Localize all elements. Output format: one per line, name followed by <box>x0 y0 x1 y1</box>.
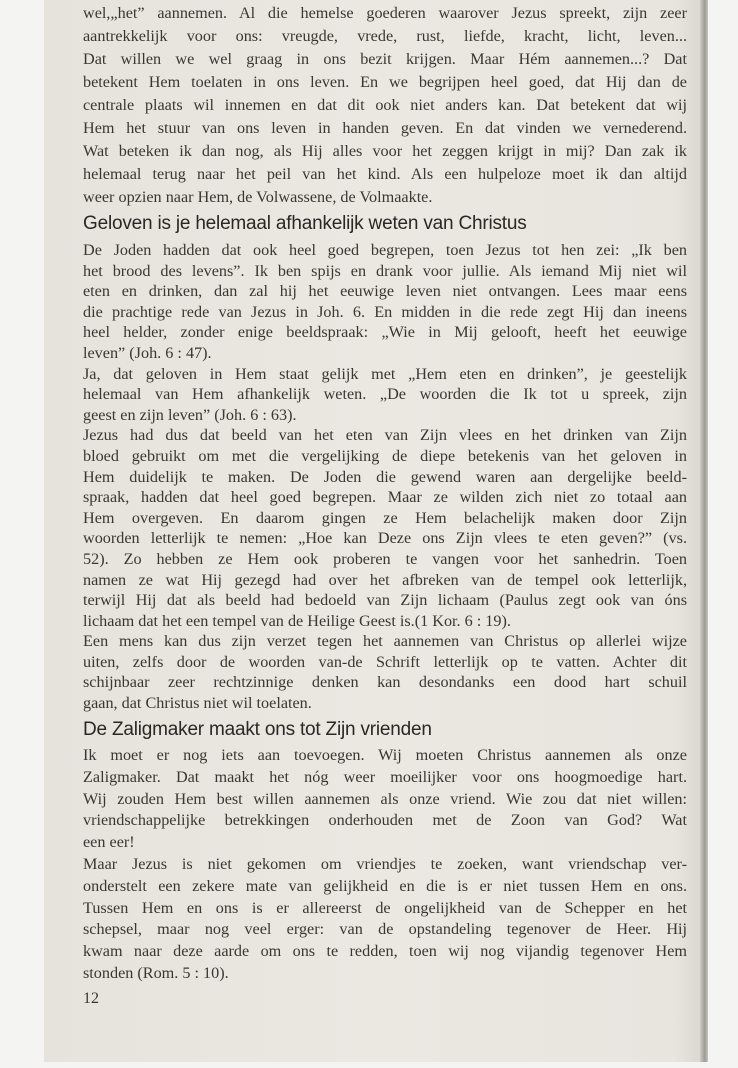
text-line: kwam naar deze aarde om ons te redden, toen wij nog vijandig tegenover Hem <box>83 942 687 961</box>
text-line: leven” (Joh. 6 : 47). <box>83 343 212 362</box>
text-line: het brood des levens”. Ik ben spijs en drank voor jullie. Als iemand Mij niet wil <box>83 261 687 280</box>
page-edge-shadow <box>700 0 708 1062</box>
text-line: Jezus had dus dat beeld van het eten van Zijn vlees en het drinken van Zijn <box>83 426 687 445</box>
text-line: Dat willen we wel graag in ons bezit krijgen. Maar Hém aannemen...? Dat <box>83 50 687 68</box>
text-line: Hem overgeven. En daarom gingen ze Hem belachelijk maken door Zijn <box>83 508 687 527</box>
text-line: centrale plaats wil innemen en dat dit ook niet anders kan. Dat betekent dat wij <box>83 96 687 114</box>
text-line: een eer! <box>83 833 135 852</box>
paragraph-intro <box>83 2 687 209</box>
text-line: schijnbaar zeer rechtzinnige denken kan desondanks een dood hart schuil <box>83 673 687 692</box>
text-line: namen ze wat Hij gezegd had over het afbreken van de tempel ook letterlijk, <box>83 570 687 589</box>
text-line: gaan, dat Christus niet wil toelaten. <box>83 694 312 713</box>
text-line: geest en zijn leven” (Joh. 6 : 63). <box>83 405 297 424</box>
text-line: heel helder, zonder enige beeldspraak: „Wie in Mij gelooft, heeft het eeuwige <box>83 323 687 342</box>
section-2-body <box>83 745 687 985</box>
text-line: De Joden hadden dat ook heel goed begrepen, toen Jezus tot hen zei: „Ik ben <box>83 241 687 259</box>
text-line: lichaam dat het een tempel van de Heilige Geest is.(1 Kor. 6 : 19). <box>83 611 511 630</box>
text-line: Hem duidelijk te maken. De Joden die gewend waren aan dergelijke beeld- <box>83 467 687 486</box>
text-line: aantrekkelijk voor ons: vreugde, vrede, rust, liefde, kracht, licht, leven... <box>83 27 687 45</box>
text-line: Ja, dat geloven in Hem staat gelijk met „Hem eten en drinken”, je geestelijk <box>83 364 687 383</box>
section-1-body <box>83 240 687 714</box>
text-line: wel,„het” aannemen. Al die hemelse goederen waarover Jezus spreekt, zijn zeer <box>83 4 687 22</box>
text-line: schepsel, maar nog veel erger: van de opstandeling tegenover de Heer. Hij <box>83 920 687 939</box>
text-line: Zaligmaker. Dat maakt het nóg weer moeilijker voor ons hoogmoedige hart. <box>83 767 687 786</box>
page-number: 12 <box>83 990 99 1007</box>
text-line: uiten, zelfs door de woorden van-de Schrift letterlijk op te vatten. Achter dit <box>83 652 687 671</box>
text-line: stonden (Rom. 5 : 10). <box>83 963 229 982</box>
text-line: Wij zouden Hem best willen aannemen als onze vriend. Wie zou dat niet willen: <box>83 789 687 808</box>
text-line: helemaal terug naar het peil van het kind. Als een hulpeloze moet ik dan altijd <box>83 165 687 183</box>
text-line: Hem het stuur van ons leven in handen geven. En dat vinden we vernederend. <box>83 119 687 137</box>
text-line: helemaal van Hem afhankelijk weten. „De woorden die Ik tot u spreek, zijn <box>83 385 687 404</box>
text-line: spraak, hadden dat heel goed begrepen. Maar ze wilden zich niet zo totaal aan <box>83 488 687 507</box>
text-line: bloed gebruikt om met die vergelijking de diepe betekenis van het geloven in <box>83 446 687 465</box>
text-line: terwijl Hij dat als beeld had bedoeld van Zijn lichaam (Paulus zegt ook van óns <box>83 591 687 610</box>
text-line: eten en drinken, dan zal hij het eeuwige leven niet ontvangen. Lees maar eens <box>83 282 687 301</box>
text-line: onderstelt een zekere mate van gelijkheid en die is er niet tussen Hem en ons. <box>83 876 687 895</box>
text-line: 52). Zo hebben ze Hem ook proberen te vangen voor het sanhedrin. Toen <box>83 549 687 568</box>
text-line: Maar Jezus is niet gekomen om vriendjes te zoeken, want vriendschap ver- <box>83 854 687 873</box>
text-line: vriendschappelijke betrekkingen onderhouden met de Zoon van God? Wat <box>83 811 687 830</box>
text-line: Tussen Hem en ons is er allereerst de ongelijkheid van de Schepper en het <box>83 898 687 917</box>
text-line: Ik moet er nog iets aan toevoegen. Wij moeten Christus aannemen als onze <box>83 746 687 764</box>
text-line: die prachtige rede van Jezus in Joh. 6. En midden in die rede zegt Hij dan ineens <box>83 302 687 321</box>
text-line: Wat beteken ik dan nog, als Hij alles voor het zeggen krijgt in mij? Dan zak ik <box>83 142 687 160</box>
section-heading-1: Geloven is je helemaal afhankelijk weten van Christus <box>83 213 527 234</box>
text-line: Een mens kan dus zijn verzet tegen het aannemen van Christus op allerlei wijze <box>83 632 687 651</box>
text-line: woorden letterlijk te nemen: „Hoe kan Deze ons Zijn vlees te eten geven?” (vs. <box>83 529 687 548</box>
text-line: betekent Hem toelaten in ons leven. En we begrijpen heel goed, dat Hij dan de <box>83 73 687 91</box>
text-line: weer opzien naar Hem, de Volwassene, de Volmaakte. <box>83 188 433 206</box>
section-heading-2: De Zaligmaker maakt ons tot Zijn vrienden <box>83 719 432 740</box>
